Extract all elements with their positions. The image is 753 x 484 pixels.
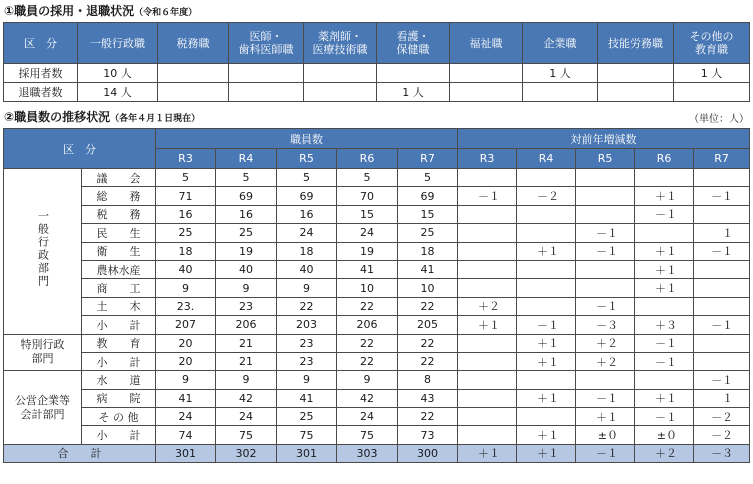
row-label: そ の 他 — [82, 408, 156, 426]
change-cell — [517, 260, 576, 278]
staff-cell: 43 — [398, 389, 458, 407]
table-row — [4, 371, 750, 389]
staff-cell: 18 — [156, 242, 216, 260]
change-cell — [458, 224, 517, 242]
row-label: 病 院 — [82, 389, 156, 407]
table-cell — [450, 83, 523, 102]
change-year-header: R6 — [635, 149, 694, 169]
table-row — [4, 187, 750, 205]
table1-col-header: 税務職 — [158, 23, 229, 64]
staff-cell: 25 — [398, 224, 458, 242]
change-cell — [517, 408, 576, 426]
staff-cell: 75 — [337, 426, 398, 444]
staff-year-header: R5 — [277, 149, 337, 169]
staff-cell: 9 — [277, 279, 337, 297]
change-cell — [458, 352, 517, 370]
change-cell: －１ — [694, 371, 750, 389]
change-cell — [458, 389, 517, 407]
yoy-change-header: 対前年増減数 — [458, 129, 750, 149]
staff-cell: 302 — [216, 444, 277, 462]
staff-cell: 9 — [156, 279, 216, 297]
table1-col-header: 薬剤師・ 医療技術職 — [304, 23, 377, 64]
table1-col-header: 看護・ 保健職 — [377, 23, 450, 64]
staff-cell: 9 — [216, 371, 277, 389]
table-cell — [598, 64, 674, 83]
change-cell — [576, 260, 635, 278]
change-year-header: R7 — [694, 149, 750, 169]
staff-year-header: R3 — [156, 149, 216, 169]
group-label-text: 一般行政部門 — [36, 210, 50, 289]
staff-cell: 23 — [216, 297, 277, 315]
row-label: 小 計 — [82, 316, 156, 334]
change-cell — [635, 169, 694, 187]
change-cell — [635, 297, 694, 315]
staff-cell: 24 — [337, 224, 398, 242]
staff-cell: 5 — [337, 169, 398, 187]
change-cell — [635, 371, 694, 389]
change-cell: －１ — [576, 297, 635, 315]
change-cell — [694, 352, 750, 370]
table2-corner: 区 分 — [4, 129, 156, 169]
staff-cell: 70 — [337, 187, 398, 205]
table1-col-header: 医師・ 歯科医師職 — [229, 23, 304, 64]
staff-cell: 41 — [156, 389, 216, 407]
group-label-text: 特別行政 部門 — [20, 338, 65, 366]
row-label: 税 務 — [82, 205, 156, 223]
staff-cell: 25 — [277, 408, 337, 426]
row-label: 採用者数 — [4, 64, 78, 83]
staff-cell: 75 — [277, 426, 337, 444]
staff-cell: 69 — [398, 187, 458, 205]
staff-cell: 73 — [398, 426, 458, 444]
group-label — [4, 169, 82, 335]
table2-header-row-1 — [4, 129, 750, 149]
change-cell: ＋３ — [635, 316, 694, 334]
change-cell: ＋１ — [635, 389, 694, 407]
change-cell: ＋２ — [576, 352, 635, 370]
staff-cell: 23 — [277, 352, 337, 370]
change-cell: ＋１ — [576, 408, 635, 426]
staff-cell: 5 — [156, 169, 216, 187]
table1-corner: 区 分 — [4, 23, 78, 64]
table-row — [4, 260, 750, 278]
change-cell: ＋１ — [517, 334, 576, 352]
staff-cell: 16 — [216, 205, 277, 223]
table-cell — [304, 83, 377, 102]
change-cell — [576, 371, 635, 389]
change-cell — [458, 279, 517, 297]
change-cell — [694, 205, 750, 223]
table-row — [4, 352, 750, 370]
table-row — [4, 334, 750, 352]
change-cell: ＋２ — [635, 444, 694, 462]
table-row — [4, 224, 750, 242]
staff-cell: 15 — [398, 205, 458, 223]
staff-trend-table — [3, 128, 750, 463]
change-cell: －１ — [576, 389, 635, 407]
staff-cell: 20 — [156, 334, 216, 352]
change-cell: －１ — [694, 316, 750, 334]
table-cell: 1 人 — [674, 64, 750, 83]
table-cell — [598, 83, 674, 102]
staff-cell: 22 — [398, 334, 458, 352]
change-cell — [458, 242, 517, 260]
row-label: 衛 生 — [82, 242, 156, 260]
change-cell: －１ — [635, 334, 694, 352]
row-label: 商 工 — [82, 279, 156, 297]
staff-cell: 21 — [216, 352, 277, 370]
change-cell: －１ — [576, 444, 635, 462]
table-cell: 1 人 — [523, 64, 598, 83]
table1-col-header: 企業職 — [523, 23, 598, 64]
staff-cell: 9 — [216, 279, 277, 297]
change-cell: －２ — [694, 408, 750, 426]
change-cell — [576, 205, 635, 223]
change-cell — [458, 205, 517, 223]
table1-col-header: その他の 教育職 — [674, 23, 750, 64]
staff-cell: 41 — [337, 260, 398, 278]
change-cell: ＋１ — [517, 242, 576, 260]
change-cell: ＋２ — [576, 334, 635, 352]
change-cell: ＋１ — [635, 260, 694, 278]
staff-cell: 206 — [216, 316, 277, 334]
change-cell: ＋１ — [517, 352, 576, 370]
change-cell — [576, 169, 635, 187]
change-cell — [458, 408, 517, 426]
change-cell: ±０ — [635, 426, 694, 444]
unit-label: （単位：人） — [689, 114, 749, 125]
staff-year-header: R6 — [337, 149, 398, 169]
change-cell — [458, 169, 517, 187]
staff-cell: 41 — [277, 389, 337, 407]
recruitment-retirement-table — [3, 22, 750, 102]
staff-cell: 301 — [156, 444, 216, 462]
staff-cell: 69 — [216, 187, 277, 205]
change-cell — [517, 371, 576, 389]
change-cell — [694, 260, 750, 278]
change-cell: －１ — [635, 352, 694, 370]
staff-cell: 22 — [277, 297, 337, 315]
row-label: 小 計 — [82, 352, 156, 370]
row-label: 水 道 — [82, 371, 156, 389]
section1-subtitle: （令和６年度） — [134, 8, 198, 18]
change-cell: ＋２ — [458, 297, 517, 315]
group-label — [4, 334, 82, 371]
staff-cell: 18 — [277, 242, 337, 260]
staff-cell: 207 — [156, 316, 216, 334]
staff-cell: 20 — [156, 352, 216, 370]
change-cell — [635, 224, 694, 242]
table-cell — [377, 64, 450, 83]
table-row — [4, 316, 750, 334]
staff-count-header: 職員数 — [156, 129, 458, 149]
change-cell: ＋１ — [517, 444, 576, 462]
table-cell — [158, 83, 229, 102]
change-year-header: R3 — [458, 149, 517, 169]
staff-cell: 16 — [277, 205, 337, 223]
change-cell — [576, 279, 635, 297]
staff-cell: 41 — [398, 260, 458, 278]
change-cell: －１ — [517, 316, 576, 334]
change-cell: －１ — [635, 205, 694, 223]
staff-cell: 69 — [277, 187, 337, 205]
table-row — [4, 83, 750, 102]
row-label: 土 木 — [82, 297, 156, 315]
staff-cell: 8 — [398, 371, 458, 389]
row-label: 民 生 — [82, 224, 156, 242]
section2-title — [4, 110, 200, 126]
staff-year-header: R7 — [398, 149, 458, 169]
change-cell: ＋１ — [517, 389, 576, 407]
row-label: 教 育 — [82, 334, 156, 352]
row-label: 退職者数 — [4, 83, 78, 102]
staff-cell: 205 — [398, 316, 458, 334]
table-row — [4, 426, 750, 444]
table-row — [4, 169, 750, 187]
staff-cell: 5 — [398, 169, 458, 187]
staff-cell: 74 — [156, 426, 216, 444]
change-cell: －１ — [458, 187, 517, 205]
table-cell — [304, 64, 377, 83]
staff-cell: 24 — [216, 408, 277, 426]
change-cell: －３ — [694, 444, 750, 462]
staff-cell: 40 — [277, 260, 337, 278]
staff-cell: 19 — [337, 242, 398, 260]
staff-cell: 206 — [337, 316, 398, 334]
change-cell — [458, 426, 517, 444]
staff-cell: 25 — [156, 224, 216, 242]
section1-title — [4, 4, 197, 20]
change-cell — [694, 169, 750, 187]
change-cell — [458, 371, 517, 389]
table-row — [4, 64, 750, 83]
row-label: 農林水産 — [82, 260, 156, 278]
change-cell — [517, 297, 576, 315]
staff-cell: 203 — [277, 316, 337, 334]
change-cell — [517, 169, 576, 187]
staff-cell: 22 — [337, 352, 398, 370]
change-year-header: R4 — [517, 149, 576, 169]
change-cell — [694, 279, 750, 297]
group-label-text: 公営企業等 会計部門 — [15, 393, 70, 421]
row-label: 総 務 — [82, 187, 156, 205]
staff-cell: 303 — [337, 444, 398, 462]
staff-cell: 23 — [277, 334, 337, 352]
change-cell: ＋１ — [517, 426, 576, 444]
staff-cell: 40 — [156, 260, 216, 278]
table-cell: 10 人 — [78, 64, 158, 83]
staff-year-header: R4 — [216, 149, 277, 169]
change-cell: －２ — [517, 187, 576, 205]
staff-cell: 40 — [216, 260, 277, 278]
table-cell — [523, 83, 598, 102]
table-cell: 14 人 — [78, 83, 158, 102]
row-label: 議 会 — [82, 169, 156, 187]
change-cell: ＋１ — [635, 187, 694, 205]
table-cell — [450, 64, 523, 83]
change-cell: ±０ — [576, 426, 635, 444]
staff-cell: 42 — [337, 389, 398, 407]
staff-cell: 21 — [216, 334, 277, 352]
staff-cell: 16 — [156, 205, 216, 223]
staff-cell: 71 — [156, 187, 216, 205]
staff-cell: 15 — [337, 205, 398, 223]
table-row — [4, 297, 750, 315]
change-cell: ＋１ — [458, 444, 517, 462]
change-cell — [517, 224, 576, 242]
table-row — [4, 279, 750, 297]
staff-cell: 9 — [337, 371, 398, 389]
change-cell: －１ — [635, 408, 694, 426]
staff-cell: 22 — [398, 352, 458, 370]
change-cell — [458, 334, 517, 352]
staff-cell: 22 — [398, 408, 458, 426]
table-row — [4, 408, 750, 426]
change-cell — [576, 187, 635, 205]
change-cell: ＋１ — [635, 242, 694, 260]
staff-cell: 18 — [398, 242, 458, 260]
staff-cell: 22 — [337, 334, 398, 352]
table-row — [4, 389, 750, 407]
staff-cell: 75 — [216, 426, 277, 444]
group-label — [4, 371, 82, 445]
staff-cell: 19 — [216, 242, 277, 260]
table1-col-header: 福祉職 — [450, 23, 523, 64]
table1-col-header: 技能労務職 — [598, 23, 674, 64]
section1-title-text: ①職員の採用・退職状況 — [4, 4, 135, 18]
staff-cell: 22 — [337, 297, 398, 315]
change-cell — [694, 297, 750, 315]
staff-cell: 9 — [277, 371, 337, 389]
staff-cell: 23. — [156, 297, 216, 315]
change-cell: －３ — [576, 316, 635, 334]
change-cell: －１ — [576, 224, 635, 242]
change-cell — [694, 334, 750, 352]
staff-cell: 301 — [277, 444, 337, 462]
table-cell — [158, 64, 229, 83]
change-cell: －１ — [576, 242, 635, 260]
table-row — [4, 205, 750, 223]
change-cell — [517, 205, 576, 223]
change-cell: －１ — [694, 187, 750, 205]
staff-cell: 24 — [156, 408, 216, 426]
section2-subtitle: （各年４月１日現在） — [110, 114, 201, 124]
change-year-header: R5 — [576, 149, 635, 169]
staff-cell: 24 — [277, 224, 337, 242]
table-cell — [229, 83, 304, 102]
table-cell — [674, 83, 750, 102]
total-label: 合 計 — [4, 444, 156, 462]
change-cell — [517, 279, 576, 297]
staff-cell: 10 — [398, 279, 458, 297]
table-row — [4, 242, 750, 260]
table-cell — [229, 64, 304, 83]
staff-cell: 42 — [216, 389, 277, 407]
staff-cell: 300 — [398, 444, 458, 462]
section2-title-text: ②職員数の推移状況 — [4, 110, 111, 124]
change-cell: －１ — [694, 242, 750, 260]
staff-cell: 9 — [156, 371, 216, 389]
change-cell — [458, 260, 517, 278]
change-cell: ＋１ — [635, 279, 694, 297]
staff-cell: 5 — [216, 169, 277, 187]
staff-cell: 24 — [337, 408, 398, 426]
change-cell: １ — [694, 224, 750, 242]
staff-cell: 22 — [398, 297, 458, 315]
change-cell: １ — [694, 389, 750, 407]
change-cell: ＋１ — [458, 316, 517, 334]
staff-cell: 5 — [277, 169, 337, 187]
row-label: 小 計 — [82, 426, 156, 444]
table-cell: 1 人 — [377, 83, 450, 102]
staff-cell: 25 — [216, 224, 277, 242]
table1-col-header: 一般行政職 — [78, 23, 158, 64]
total-row — [4, 444, 750, 462]
table1-header-row — [4, 23, 750, 64]
change-cell: －２ — [694, 426, 750, 444]
staff-cell: 10 — [337, 279, 398, 297]
